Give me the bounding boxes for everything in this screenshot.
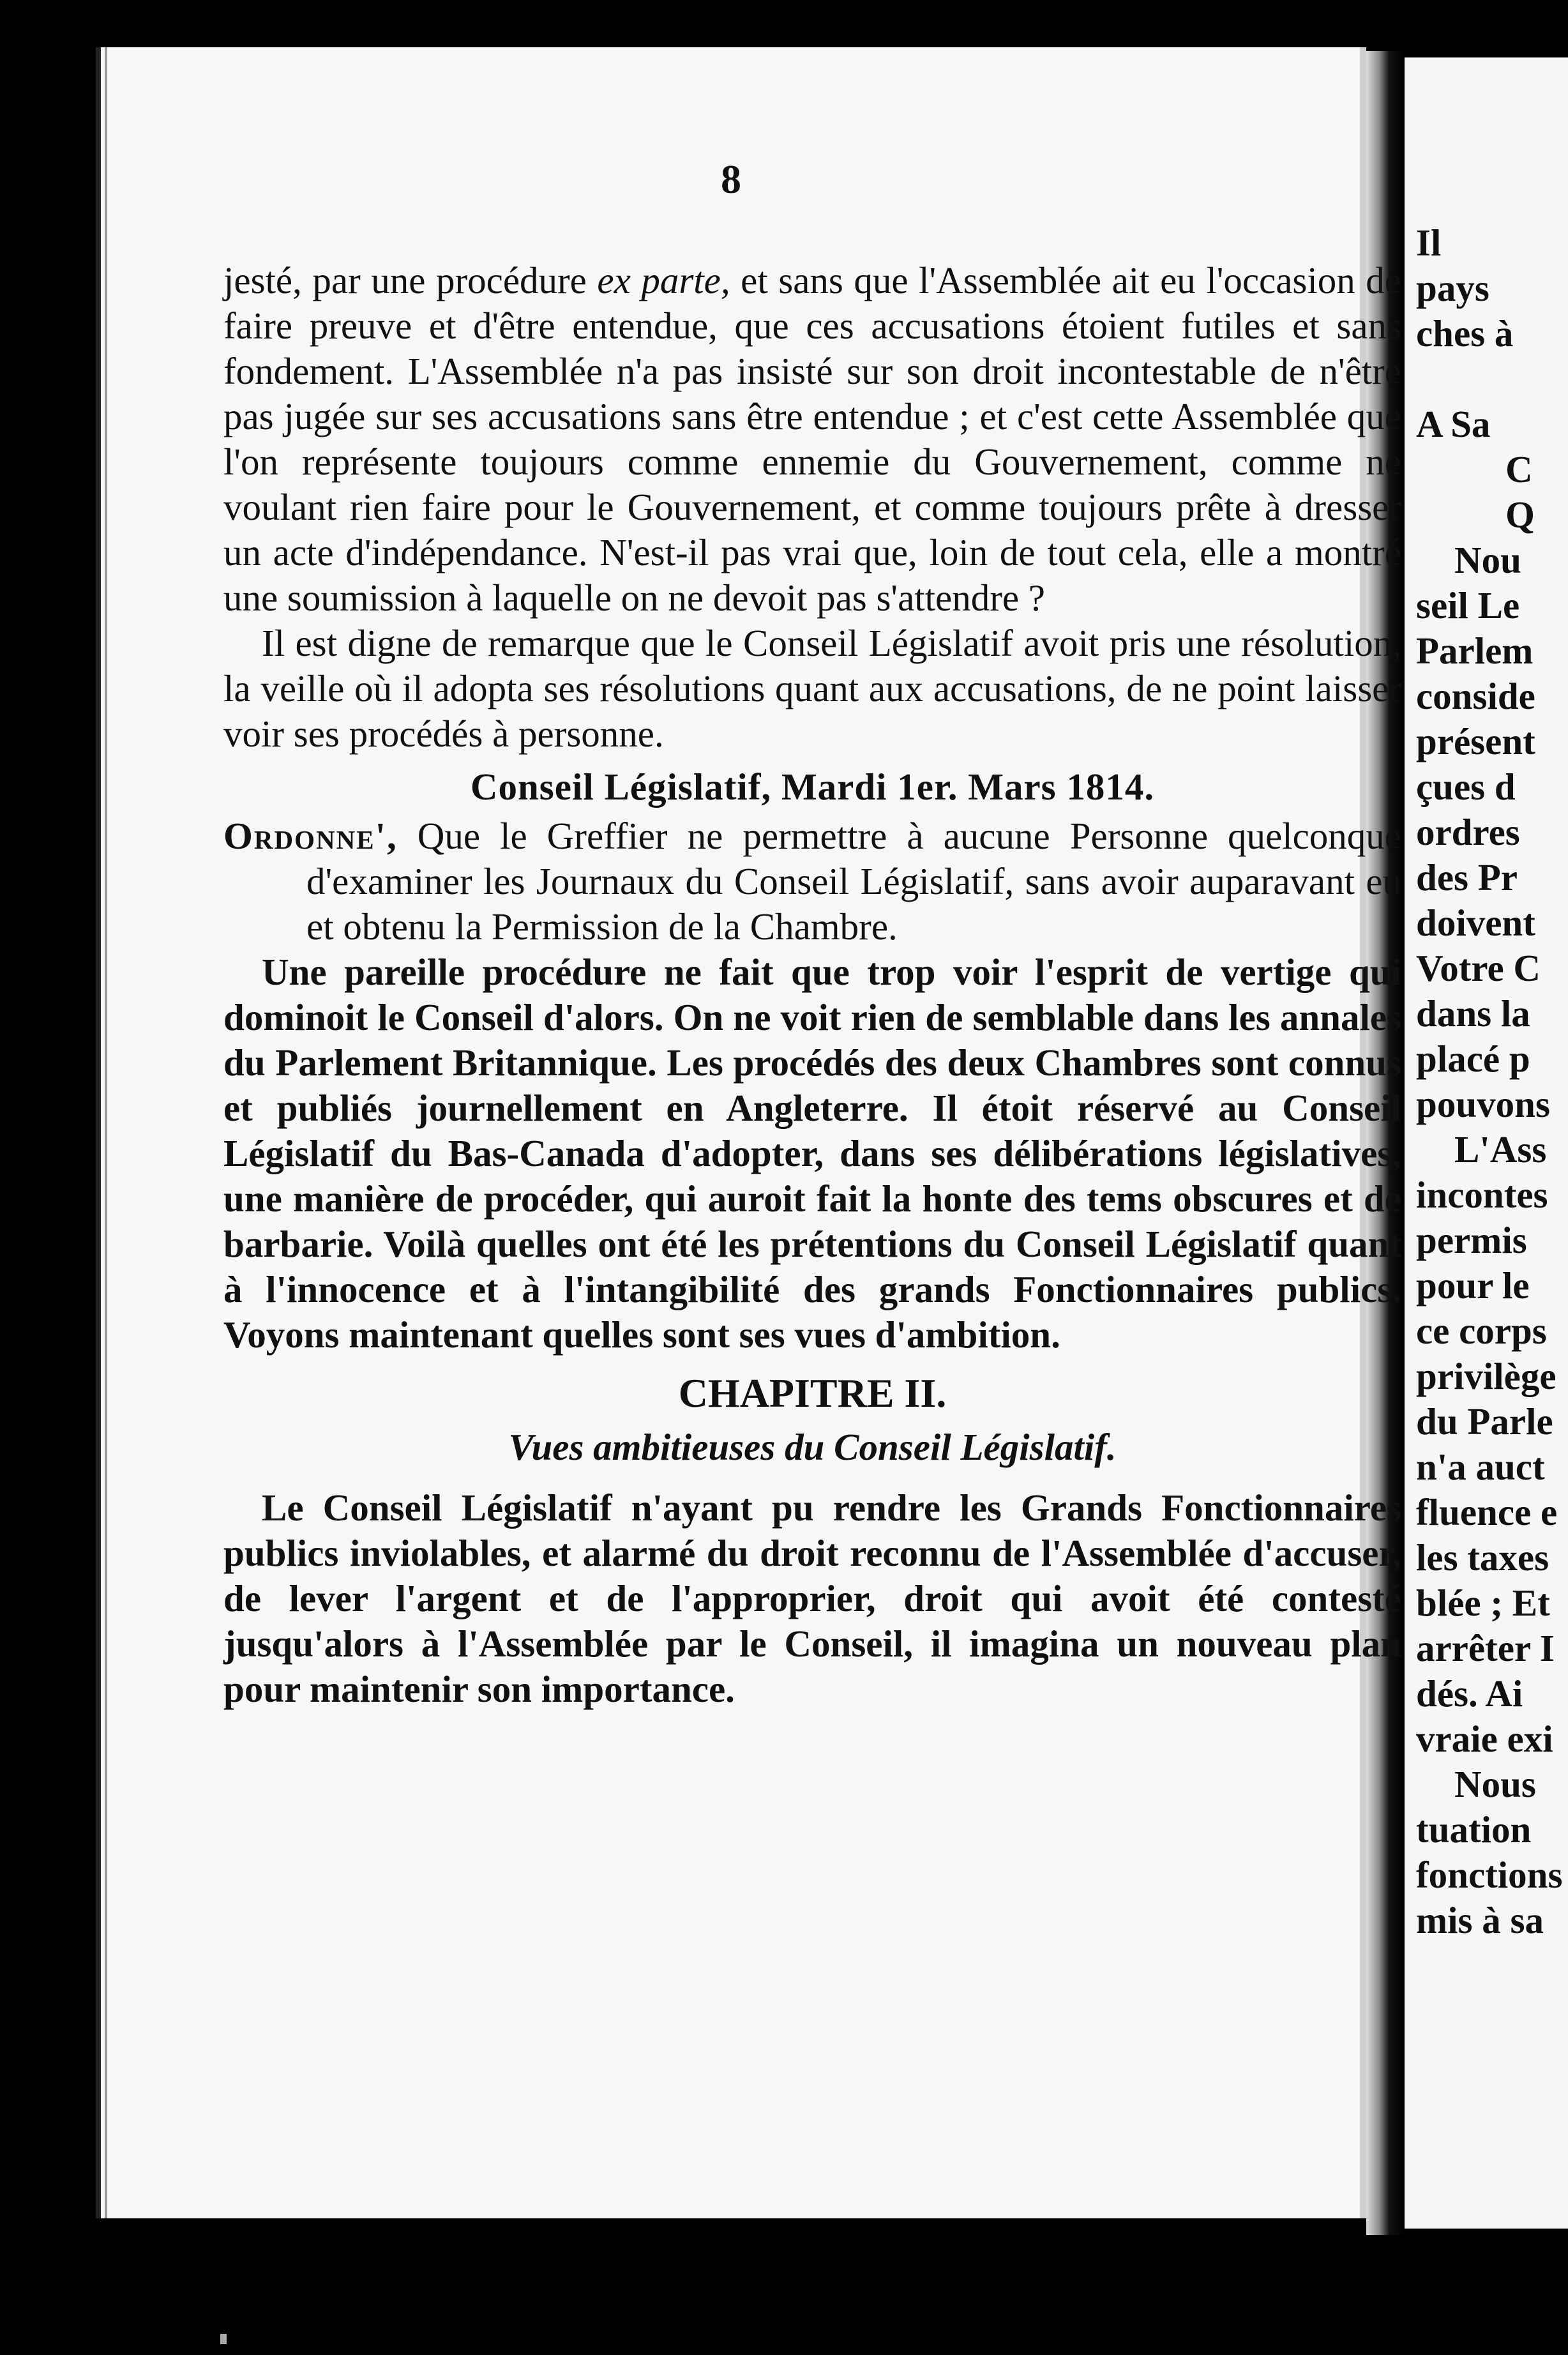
section-heading [223,764,1401,810]
right-line: dés. Ai [1416,1672,1523,1715]
right-line: privilège [1416,1355,1557,1397]
right-line: présent [1416,720,1535,762]
right-line: conside [1416,675,1535,717]
scan-speck [220,2334,227,2344]
paragraph-4: Le Conseil Législatif n'ayant pu rendre les Grands Fonctionnaires publics inviolables, et alarmé du droit reconnu de l'Assemblée d'accuser, de lever l'argent et de l'approprier, droit qui avoit été contesté jusqu'alors à l'Assemblée par le Conseil, il imagina un nouveau plan pour maintenir son importance. [223,1487,1401,1710]
right-page-fragment [1405,57,1568,2229]
right-line: Nou [1454,539,1521,581]
right-line: seil Le [1416,584,1520,626]
ordre-text: Que le Greffier ne permettre à aucune Personne quelconque d'examiner les Journaux du Conseil Législatif, sans avoir auparavant eu et obtenu la Permission de la Chambre. [306,815,1401,948]
right-line: Il [1416,222,1442,264]
right-line: arrêter I [1416,1627,1555,1669]
right-line: pouvons [1416,1083,1550,1125]
paragraph-1-post: et sans que l'Assemblée ait eu l'occasion de faire preuve et d'être entendue, que ces accusations étoient futiles et sans fondement. L'Assemblée n'a pas insisté sur son droit incontestable de n'être pas jugée sur ses accusations sans être entendue ; et c'est cette Assemblée que l'on représente toujours comme ennemie du Gouvernement, comme ne voulant rien faire pour le Gouvernement, et comme toujours prête à dresser un acte d'indépendance. N'est-il pas vrai que, loin de tout cela, elle a montré une soumission à laquelle on ne devoit pas s'attendre ? [223,259,1401,619]
ordre-paragraph [223,814,1401,950]
right-line: vraie exi [1416,1718,1553,1760]
right-line: pays [1416,267,1489,309]
page-number: 8 [721,156,741,202]
right-line [1416,356,1568,402]
right-line: fluence e [1416,1491,1558,1533]
paragraph-1-pre: jesté, par une procédure [223,259,598,301]
paragraph-1-italic: ex parte, [597,259,730,301]
right-line: du Parle [1416,1400,1553,1443]
right-line: ordres [1416,811,1520,853]
right-line: ce corps [1416,1310,1547,1352]
right-line: ches à [1416,312,1514,354]
page-body [223,258,1401,1712]
right-line: çues d [1416,766,1516,808]
paragraph-2: Il est digne de remarque que le Conseil Législatif avoit pris une résolution, la veille où il adopta ses résolutions quant aux accusations, de ne point laisser voir ses procédés à personne. [223,622,1401,755]
right-line: les taxes [1416,1536,1549,1579]
right-line: Q [1505,494,1535,536]
right-line: doivent [1416,902,1535,944]
right-line: permis [1416,1219,1527,1261]
right-line: blée ; Et [1416,1582,1550,1624]
right-line: incontes [1416,1174,1548,1216]
paragraph-3: Une pareille procédure ne fait que trop voir l'esprit de vertige qui dominoit le Conseil d'alors. On ne voit rien de semblable dans les annales du Parlement Britannique. Les procédés des deux Chambres sont connus et publiés journellement en Angleterre. Il étoit réservé au Conseil Législatif du Bas-Canada d'adopter, dans ses délibérations législatives, une manière de procéder, qui auroit fait la honte des tems obscures et de barbarie. Voilà quelles ont été les prétentions du Conseil Législatif quant à l'innocence et à l'intangibilité des grands Fonctionnaires publics. Voyons maintenant quelles sont ses vues d'ambition. [223,951,1401,1356]
right-line: L'Ass [1454,1128,1547,1170]
right-page-lines [1416,220,1568,1943]
right-line: fonctions [1416,1854,1563,1896]
section-heading-text: Conseil Législatif, Mardi 1er. Mars 1814. [470,766,1155,808]
ordre-lead: Ordonne', [223,815,398,857]
left-page [96,47,1401,2218]
right-line: A Sa [1416,403,1491,445]
right-line: C [1505,448,1533,490]
right-line: Parlem [1416,630,1534,672]
right-line: dans la [1416,992,1530,1034]
paragraph-1 [223,258,1401,621]
right-line: placé p [1416,1038,1530,1080]
chapter-subtitle: Vues ambitieuses du Conseil Législatif. [508,1426,1117,1468]
right-line: Votre C [1416,947,1541,989]
right-line: mis à sa [1416,1899,1544,1941]
right-line: tuation [1416,1808,1532,1851]
chapter-title: CHAPITRE II. [678,1370,947,1416]
right-line: des Pr [1416,856,1518,898]
right-line: n'a auct [1416,1446,1545,1488]
right-line: Nous [1454,1763,1536,1805]
right-line: pour le [1416,1264,1530,1306]
